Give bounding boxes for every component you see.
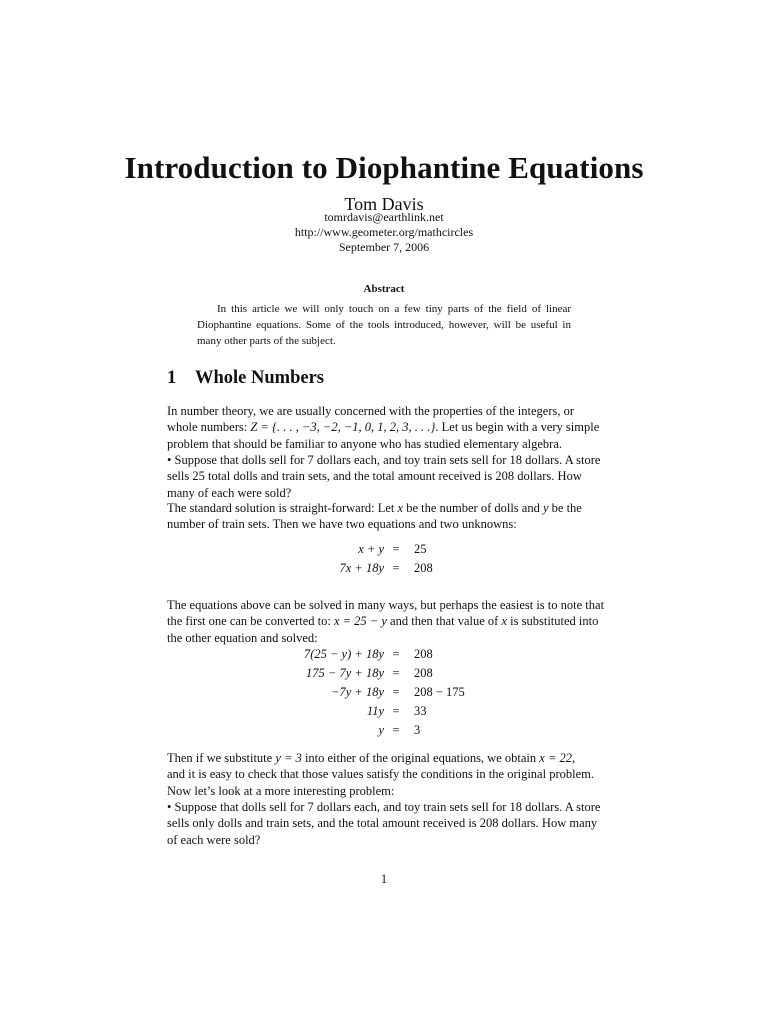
paragraph-standard-solution: [167, 500, 601, 533]
section-heading: [167, 368, 324, 389]
section-title: Whole Numbers: [195, 368, 324, 388]
equation-row: y = 3: [378, 723, 421, 737]
text-line: Then if we substitute y = 3 into either of the original equations, we obtain x = 22,: [167, 751, 576, 765]
text-line: The equations above can be solved in many ways, but perhaps the easiest is to note that: [167, 598, 605, 612]
text-line: Now let’s look at a more interesting problem:: [167, 783, 395, 798]
author-email: tomrdavis@earthlink.net: [324, 210, 444, 224]
equation-row: −7y + 18y = 208 − 175: [331, 685, 465, 699]
text-line: In number theory, we are usually concerned with the properties of the integers, or: [167, 404, 575, 418]
problem-one: [167, 452, 601, 501]
author-url: http://www.geometer.org/mathcircles: [294, 225, 474, 239]
text-line: • Suppose that dolls sell for 7 dollars each, and toy train sets sell for 18 dollars. A store: [167, 453, 601, 467]
equation-row: x + y = 25: [358, 542, 427, 556]
text-line: problem that should be familiar to anyone who has studied elementary algebra.: [167, 436, 563, 451]
text-line: the other equation and solved:: [167, 630, 318, 645]
section-number: 1: [167, 368, 177, 388]
paragraph-substitution: [167, 597, 605, 646]
equation-row: 11y = 33: [366, 704, 427, 718]
text-line: many of each were sold?: [167, 485, 292, 500]
paper-date: September 7, 2006: [338, 240, 430, 254]
page-number: 1: [380, 872, 388, 886]
abstract-heading: Abstract: [363, 283, 405, 295]
text-line: The standard solution is straight-forward: Let x be the number of dolls and y be the: [167, 501, 582, 515]
paragraph-intro: [167, 403, 601, 452]
equation-row: 7(25 − y) + 18y = 208: [303, 647, 433, 661]
text-line: sells only dolls and train sets, and the total amount received is 208 dollars. How many: [167, 816, 598, 831]
paragraph-result: [167, 750, 601, 799]
author-name: Tom Davis: [344, 194, 424, 214]
text-line: • Suppose that dolls sell for 7 dollars each, and toy train sets sell for 18 dollars. A store: [167, 800, 601, 814]
abstract-text: In this article we will only touch on a few tiny parts of the field of linear Diophantine equations. Some of the tools introduced, however, will be useful in many other parts of the subject.: [197, 303, 571, 347]
text-line: of each were sold?: [167, 832, 261, 847]
text-line: whole numbers: Z = {. . . , −3, −2, −1, 0, 1, 2, 3, . . .}. Let us begin with a very simple: [167, 420, 600, 435]
equation-row: 175 − 7y + 18y = 208: [306, 666, 433, 680]
problem-two: [167, 799, 601, 848]
text-line: sells 25 total dolls and train sets, and the total amount received is 208 dollars. How: [167, 469, 582, 484]
text-line: number of train sets. Then we have two equations and two unknowns:: [167, 517, 517, 532]
math-set-z: Z = {. . . , −3, −2, −1, 0, 1, 2, 3, . . .}: [250, 420, 436, 435]
equation-row: 7x + 18y = 208: [339, 561, 433, 575]
text-line: the first one can be converted to: x = 25 − y and then that value of x is substituted into: [167, 614, 599, 629]
text-line: and it is easy to check that those values satisfy the conditions in the original problem.: [167, 767, 594, 782]
paper-title: Introduction to Diophantine Equations: [124, 150, 644, 185]
